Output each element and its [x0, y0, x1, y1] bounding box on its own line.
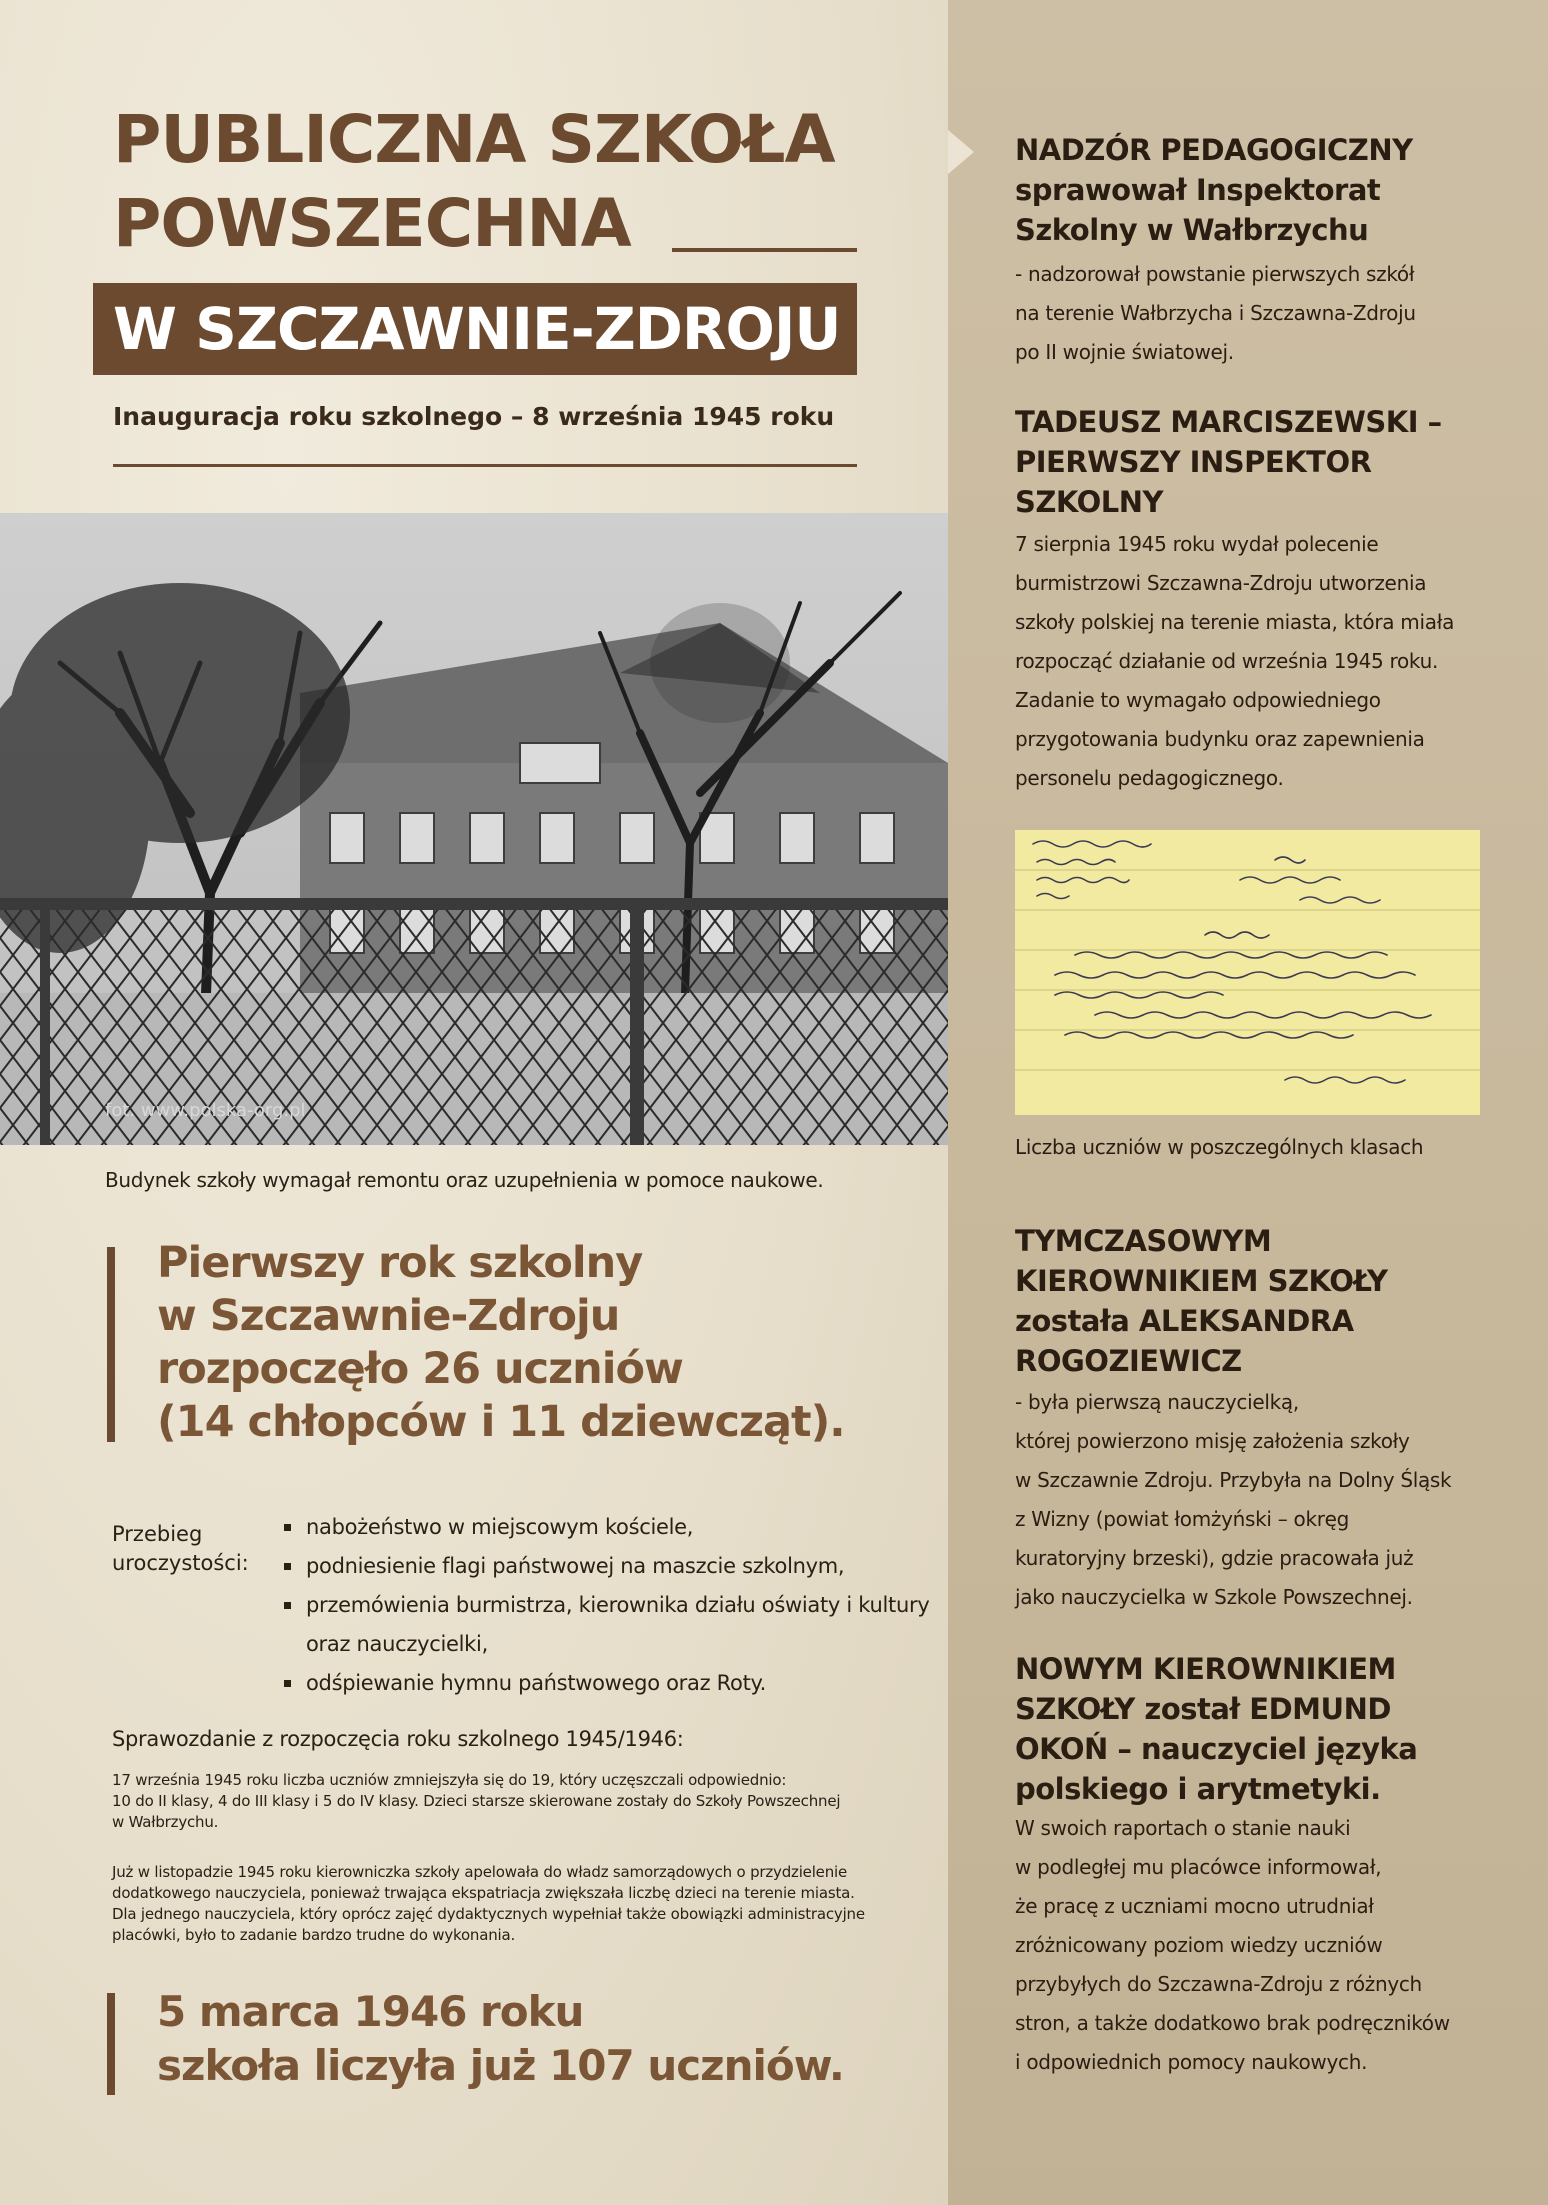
- heading-line: NADZÓR PEDAGOGICZNY: [1015, 133, 1413, 167]
- ceremony-item: przemówienia burmistrza, kierownika działu oświaty i kultury: [284, 1586, 929, 1625]
- text-line: na terenie Wałbrzycha i Szczawna-Zdroju: [1015, 301, 1416, 325]
- quote-bar-2: [107, 1993, 115, 2095]
- heading-line: SZKOLNY: [1015, 485, 1163, 519]
- title-banner: W SZCZAWNIE-ZDROJU: [93, 283, 857, 375]
- report-paragraph-1: [112, 1770, 890, 1833]
- text-line: W swoich raportach o stanie nauki: [1015, 1816, 1351, 1840]
- subtitle: Inauguracja roku szkolnego – 8 września 1945 roku: [113, 402, 835, 431]
- text-line: przybyłych do Szczawna-Zdroju z różnych: [1015, 1972, 1422, 1996]
- text-line: burmistrzowi Szczawna-Zdroju utworzenia: [1015, 571, 1427, 595]
- heading-line: ROGOZIEWICZ: [1015, 1344, 1242, 1378]
- text-line: z Wizny (powiat łomżyński – okręg: [1015, 1507, 1350, 1531]
- photo-caption: Budynek szkoły wymagał remontu oraz uzupełnienia w pomoce naukowe.: [105, 1168, 824, 1192]
- title-line-2: POWSZECHNA: [113, 185, 631, 262]
- report-line: Już w listopadzie 1945 roku kierowniczka szkoły apelowała do władz samorządowych o przydzielenie: [112, 1863, 848, 1881]
- report-line: 17 września 1945 roku liczba uczniów zmniejszyła się do 19, który uczęszczali odpowiednio:: [112, 1771, 787, 1789]
- quote1-line: w Szczawnie-Zdroju: [157, 1291, 620, 1341]
- report-paragraph-2: [112, 1862, 890, 1946]
- ceremony-list: [284, 1508, 929, 1703]
- student-count-quote: [157, 1985, 844, 2093]
- quote-bar-1: [107, 1247, 115, 1442]
- heading-line: OKOŃ – nauczyciel języka: [1015, 1732, 1418, 1766]
- text-line: w Szczawnie Zdroju. Przybyła na Dolny Śląsk: [1015, 1468, 1452, 1492]
- report-heading: Sprawozdanie z rozpoczęcia roku szkolnego 1945/1946:: [112, 1727, 684, 1751]
- text-line: po II wojnie światowej.: [1015, 340, 1234, 364]
- text-line: - była pierwszą nauczycielką,: [1015, 1390, 1299, 1414]
- quote1-line: (14 chłopców i 11 dziewcząt).: [157, 1397, 845, 1447]
- ceremony-item: nabożeństwo w miejscowym kościele,: [284, 1508, 929, 1547]
- photo-credit: fot. www.polska-org.pl: [105, 1100, 306, 1121]
- first-year-quote: [157, 1237, 845, 1449]
- panel-pointer: [948, 130, 974, 174]
- heading-line: TYMCZASOWYM: [1015, 1224, 1272, 1258]
- report-line: w Wałbrzychu.: [112, 1813, 219, 1831]
- report-line: 10 do II klasy, 4 do III klasy i 5 do IV klasy. Dzieci starsze skierowane zostały do Szkoły Powszechnej: [112, 1792, 841, 1810]
- subtitle-rule: [113, 464, 857, 467]
- text-line: zróżnicowany poziom wiedzy uczniów: [1015, 1933, 1383, 1957]
- section-text-rogoziewicz: [1015, 1383, 1451, 1617]
- report-line: Dla jednego nauczyciela, który oprócz zajęć dydaktycznych wypełniał także obowiązki administracyjne: [112, 1905, 865, 1923]
- heading-line: polskiego i arytmetyki.: [1015, 1772, 1381, 1806]
- text-line: kuratoryjny brzeski), gdzie pracowała już: [1015, 1546, 1414, 1570]
- quote1-line: rozpoczęło 26 uczniów: [157, 1344, 683, 1394]
- heading-line: TADEUSZ MARCISZEWSKI –: [1015, 405, 1442, 439]
- text-line: stron, a także dodatkowo brak podręczników: [1015, 2011, 1450, 2035]
- section-text-okon: [1015, 1809, 1450, 2082]
- heading-line: SZKOŁY został EDMUND: [1015, 1692, 1391, 1726]
- ceremony-label-line: uroczystości:: [112, 1551, 249, 1575]
- ceremony-label: [112, 1520, 249, 1578]
- school-building-photo: [0, 513, 948, 1145]
- title-rule: [672, 248, 857, 252]
- heading-line: sprawował Inspektorat: [1015, 173, 1381, 207]
- page-title: [113, 98, 835, 266]
- section-heading-rogoziewicz: [1015, 1221, 1387, 1381]
- quote2-line: 5 marca 1946 roku: [157, 1987, 584, 2036]
- section-heading-supervision: [1015, 130, 1413, 250]
- quote1-line: Pierwszy rok szkolny: [157, 1238, 643, 1288]
- text-line: - nadzorował powstanie pierwszych szkół: [1015, 262, 1415, 286]
- heading-line: Szkolny w Wałbrzychu: [1015, 213, 1369, 247]
- text-line: jako nauczycielka w Szkole Powszechnej.: [1015, 1585, 1413, 1609]
- text-line: 7 sierpnia 1945 roku wydał polecenie: [1015, 532, 1379, 556]
- ceremony-item: podniesienie flagi państwowej na maszcie szkolnym,: [284, 1547, 929, 1586]
- text-line: personelu pedagogicznego.: [1015, 766, 1284, 790]
- quote2-line: szkoła liczyła już 107 uczniów.: [157, 2041, 844, 2090]
- ceremony-item: odśpiewanie hymnu państwowego oraz Roty.: [284, 1664, 929, 1703]
- section-text-supervision: [1015, 255, 1416, 372]
- section-heading-marciszewski: [1015, 402, 1442, 522]
- heading-line: została ALEKSANDRA: [1015, 1304, 1354, 1338]
- ceremony-item-continued: oraz nauczycielki,: [306, 1632, 488, 1656]
- report-line: dodatkowego nauczyciela, ponieważ trwająca ekspatriacja zwiększała liczbę dzieci na terenie miasta.: [112, 1884, 855, 1902]
- text-line: szkoły polskiej na terenie miasta, która miała: [1015, 610, 1455, 634]
- heading-line: PIERWSZY INSPEKTOR: [1015, 445, 1372, 479]
- text-line: Zadanie to wymagało odpowiedniego: [1015, 688, 1381, 712]
- text-line: w podległej mu placówce informował,: [1015, 1855, 1382, 1879]
- title-line-1: PUBLICZNA SZKOŁA: [113, 101, 835, 178]
- text-line: i odpowiednich pomocy naukowych.: [1015, 2050, 1368, 2074]
- text-line: której powierzono misję założenia szkoły: [1015, 1429, 1410, 1453]
- ceremony-label-line: Przebieg: [112, 1522, 203, 1546]
- section-text-marciszewski: [1015, 525, 1454, 798]
- text-line: przygotowania budynku oraz zapewnienia: [1015, 727, 1425, 751]
- heading-line: NOWYM KIEROWNIKIEM: [1015, 1652, 1396, 1686]
- text-line: rozpocząć działanie od września 1945 roku.: [1015, 649, 1439, 673]
- document-caption: Liczba uczniów w poszczególnych klasach: [1015, 1135, 1424, 1159]
- section-heading-okon: [1015, 1649, 1417, 1809]
- report-line: placówki, było to zadanie bardzo trudne do wykonania.: [112, 1926, 516, 1944]
- text-line: że pracę z uczniami mocno utrudniał: [1015, 1894, 1374, 1918]
- heading-line: KIEROWNIKIEM SZKOŁY: [1015, 1264, 1388, 1298]
- handwritten-document-image: [1015, 830, 1480, 1115]
